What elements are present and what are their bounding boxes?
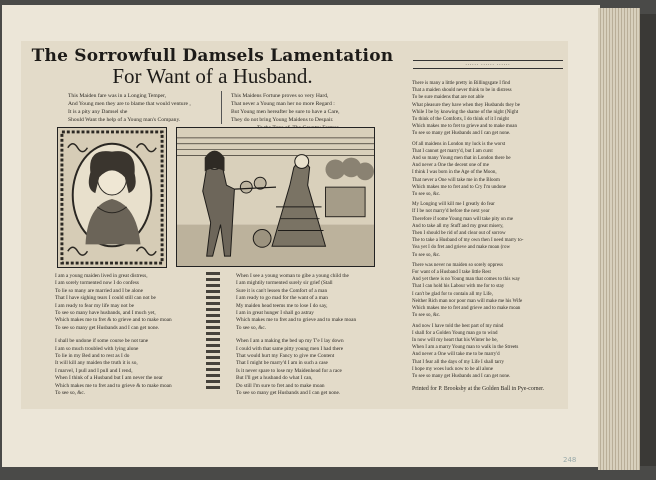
intro-line: This Maidens Fortune proves so very Hard, bbox=[231, 93, 329, 99]
intro-line: This Maiden fare was in a Longing Temper, bbox=[68, 93, 167, 99]
verse-line: Which makes me to fret and to grieve and to make moan bbox=[236, 317, 357, 324]
verse-line: I am in great hunger I shall go astray bbox=[236, 310, 314, 317]
verse-line: That I have sighing tears I could still can not be bbox=[55, 295, 156, 302]
verse-line: I shall for a Golden Young man go to wind bbox=[412, 330, 498, 336]
verse-line: When I am a making the bed up my T'e I lay down bbox=[236, 338, 344, 345]
intro-line: But Young men hereafter be sure to have a Care, bbox=[231, 109, 340, 115]
column-header-ornament: ...... ...... ...... bbox=[413, 60, 563, 69]
verse-line: And so many Young men that in London there be bbox=[412, 156, 511, 162]
verse-line: To see so, &c. bbox=[412, 192, 441, 198]
verse-column-1 bbox=[55, 273, 172, 398]
verse-line: To see so many get Husbands and I can get none. bbox=[412, 131, 511, 137]
verse-column-2 bbox=[236, 273, 356, 398]
verse-line: I am sorely tormented now I do confess bbox=[55, 280, 139, 287]
verse-line: To see so many get Husbands and I can get none. bbox=[412, 373, 511, 379]
intro-line: And Young men they are to blame that would venture , bbox=[68, 101, 191, 107]
verse-line: When I think of a Husband but I am never the near bbox=[55, 375, 163, 382]
verse-line: But I'll get a husband do what I can, bbox=[236, 375, 313, 382]
verse-line: That never a One will take me in the Bloom bbox=[412, 177, 500, 183]
intro-right bbox=[231, 92, 340, 132]
verse-line: To see so many have husbands, and I much yet, bbox=[55, 310, 156, 317]
verse-line: I am a young maiden lived in great distress, bbox=[55, 273, 148, 279]
verse-line: That a maiden should never think to be in distress bbox=[412, 88, 512, 94]
verse-line: Which makes me to fret and to Cry I'm undone bbox=[412, 184, 507, 190]
verse-line: I hope my woes luck now to be all alone bbox=[412, 366, 493, 372]
verse-line: To lie so many are married and I be alone bbox=[55, 287, 144, 294]
verse-line: I am ready to go mad for the want of a man bbox=[236, 295, 328, 302]
verse-line: While I be by knowing the shame of the night (Night bbox=[412, 109, 519, 115]
verse-line: There is many a little pretty in Billingsgate I find bbox=[412, 81, 511, 86]
verse-line: I am mightily tormented surely sir grief (Stall bbox=[236, 280, 333, 287]
ballad-subtitle: For Want of a Husband. bbox=[112, 64, 313, 88]
verse-line: I shall be undone if some course be not tane bbox=[55, 338, 149, 345]
verse-line: And never a One the decent one of me bbox=[412, 163, 489, 169]
page-number-stamp: 248 bbox=[563, 456, 577, 464]
verse-line: Neither Rich man nor poor man will make me his Wife bbox=[412, 298, 523, 304]
verse-line: To see so many get Husbands and I can get none. bbox=[55, 324, 160, 331]
verse-line: My maiden head teems me to lose I do say, bbox=[236, 302, 328, 309]
verse-line: And yet there is no Young man that comes to this way bbox=[412, 277, 521, 283]
ornament-divider bbox=[206, 272, 220, 392]
verse-line: To think of the Comforts, I do think of it I might bbox=[412, 117, 509, 123]
verse-line: To be sure maidens that are not able bbox=[412, 95, 484, 101]
intro-divider bbox=[221, 91, 222, 124]
verse-line: If I be not marry'd before the next year bbox=[412, 209, 490, 215]
verse-line: What pleasure they have when they Husbands they be bbox=[412, 102, 521, 108]
verse-line: To see so many get Husbands and I can get none. bbox=[236, 390, 341, 397]
verse-line: I think I was born in the Age of the Moon, bbox=[412, 170, 497, 176]
verse-line: My Longing will kill me I greatly do fear bbox=[412, 202, 495, 208]
verse-line: Yea yet I do fret and grieve and make moan (row bbox=[412, 245, 511, 251]
page-edges bbox=[598, 8, 640, 470]
verse-line: And to take all my Stuff and my great misery, bbox=[412, 223, 504, 229]
verse-line: The to take a Husband of my own then I need marry to- bbox=[412, 238, 524, 244]
verse-line: I can't be glad for to contain all my Life, bbox=[412, 291, 493, 297]
verse-line: To see so, &c. bbox=[236, 324, 267, 331]
verse-line: I am ready to fear my life may not be bbox=[55, 302, 134, 309]
intro-left bbox=[68, 92, 191, 124]
verse-line: I am so much troubled with lying alone bbox=[55, 345, 139, 352]
verse-line: To lie in my Bed and to rest as I do bbox=[55, 353, 130, 360]
verse-line: And never a One will take me to be marry'd bbox=[412, 352, 500, 358]
verse-line: To see so, &c. bbox=[55, 390, 86, 397]
verse-line: Which makes me to fret and to grieve & to make moan bbox=[55, 382, 172, 389]
intro-line: That never a Young man her no more Regard : bbox=[231, 101, 335, 107]
verse-line: Which makes me to fret & to grieve and to make moan bbox=[55, 317, 172, 324]
verse-line: I marvel, I pull and I pull and I rend, bbox=[55, 367, 133, 374]
intro-line: Should Want the help of a Young man's Company. bbox=[68, 117, 181, 123]
intro-line: It is a pity any Damsel she bbox=[68, 109, 128, 115]
verse-line: That would hurt my Fancy to give me Content bbox=[236, 353, 335, 360]
verse-line: And now I have told the best part of my mind bbox=[412, 323, 504, 329]
book-cover-edge bbox=[640, 14, 656, 466]
verse-column-3 bbox=[412, 80, 523, 380]
verse-line: Then I should be rid of and clear out of sorrow bbox=[412, 231, 506, 237]
verse-line: That I can hold his Labour with me for to stay bbox=[412, 284, 505, 290]
verse-line: It will kill any maiden the truth it is so, bbox=[55, 360, 138, 367]
intro-line: They do not bring Young Maidens to Despair. bbox=[231, 117, 334, 123]
verse-line: That I might be marry'd I am in such a case bbox=[236, 360, 328, 367]
verse-line: For want of a Husband I take little Rest bbox=[412, 270, 491, 276]
woodcut-portrait bbox=[57, 127, 167, 268]
verse-line: Which makes me to fret and grieve and to make moan bbox=[412, 306, 521, 312]
verse-line: To see so, &c. bbox=[412, 252, 441, 258]
verse-line: Therefore if some Young man will take pity on me bbox=[412, 216, 514, 222]
verse-line: There was never no maiden so sorely oppress bbox=[412, 262, 503, 268]
verse-line: That I cannot get marry'd, but I am curst bbox=[412, 148, 493, 154]
verse-line: When I am a marry Young man to walk in the Streets bbox=[412, 345, 519, 351]
woodcut-courting-scene bbox=[176, 127, 375, 267]
verse-line: Is it never spare to lose my Maidenhead for a race bbox=[236, 367, 342, 374]
ballad-title: The Sorrowfull Damsels Lamentation bbox=[31, 46, 394, 66]
verse-line: To see so, &c. bbox=[412, 313, 441, 319]
verse-line: Of all maidens in London my luck is the worst bbox=[412, 141, 506, 147]
verse-line: That I fear all the days of my Life I shall tarry bbox=[412, 359, 505, 365]
printer-imprint: Printed for P. Brooksby at the Golden Ball in Pye-corner. bbox=[412, 386, 545, 392]
verse-line: In now will my heart that his Winter he be, bbox=[412, 337, 498, 343]
verse-line: Do still I'm sure to fret and to make moan bbox=[236, 382, 325, 389]
verse-line: When I see a young woman to gibe a young child the bbox=[236, 273, 349, 279]
verse-line: Sure it is can't lessen the Comfort of a man bbox=[236, 287, 328, 294]
verse-line: I could with that same pitty young men I had there bbox=[236, 345, 344, 352]
verse-line: Which makes me to fret to grieve and to make moan bbox=[412, 124, 517, 130]
